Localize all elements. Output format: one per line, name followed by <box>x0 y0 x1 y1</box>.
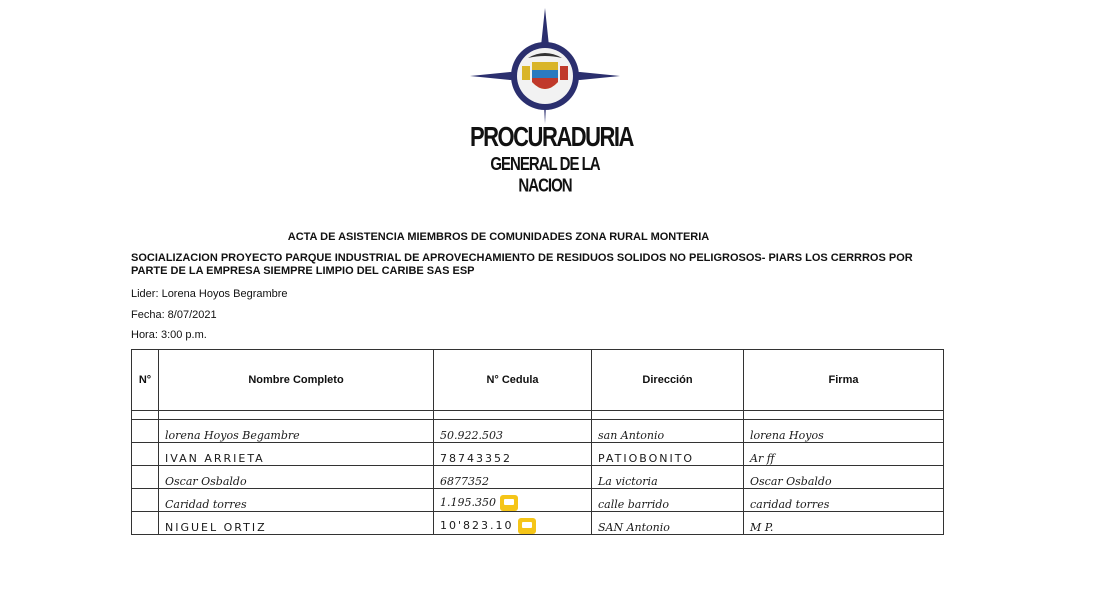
cell-cedula <box>434 512 592 535</box>
header-firma: Firma <box>744 350 944 411</box>
spacer-row <box>132 411 944 420</box>
attendance-table <box>131 349 944 535</box>
cell-direccion: SAN Antonio <box>592 512 744 535</box>
table-row <box>132 489 944 512</box>
cedula-text: 10'823.10 <box>440 519 514 532</box>
cell-nombre: Oscar Osbaldo <box>159 466 434 489</box>
cedula-text: 1.195.350 <box>440 496 496 509</box>
document-subtitle: SOCIALIZACION PROYECTO PARQUE INDUSTRIAL DE APROVECHAMIENTO DE RESIDUOS SOLIDOS NO PELIGROSOS- PIARS LOS CERRROS POR PARTE DE LA EMPRESA SIEMPRE LIMPIO DEL CARIBE SAS ESP <box>131 252 913 277</box>
cell-firma: Oscar Osbaldo <box>744 466 944 489</box>
cell-firma: caridad torres <box>744 489 944 512</box>
row-number <box>132 512 159 535</box>
cell-nombre: NIGUEL ORTIZ <box>159 512 434 535</box>
comment-icon[interactable] <box>518 518 536 534</box>
cell-firma: lorena Hoyos <box>744 420 944 443</box>
cell-cedula: 50.922.503 <box>434 420 592 443</box>
table-header-row <box>132 350 944 411</box>
row-number <box>132 420 159 443</box>
cell-direccion: La victoria <box>592 466 744 489</box>
cell-firma: Ar ff <box>744 443 944 466</box>
cell-direccion: calle barrido <box>592 489 744 512</box>
comment-icon[interactable] <box>500 495 518 511</box>
logo-subtitle: GENERAL DE LA NACION <box>490 153 600 197</box>
row-number <box>132 489 159 512</box>
table-row <box>132 466 944 489</box>
table-row <box>132 443 944 466</box>
document-title: ACTA DE ASISTENCIA MIEMBROS DE COMUNIDADES ZONA RURAL MONTERIA <box>287 231 710 243</box>
header-cedula: N° Cedula <box>434 350 592 411</box>
cell-cedula: 6877352 <box>434 466 592 489</box>
procuraduria-logo <box>470 6 633 197</box>
logo-title: PROCURADURIA <box>470 120 633 152</box>
lider-line: Lider: Lorena Hoyos Begrambre <box>131 288 288 300</box>
cell-direccion: PATIOBONITO <box>592 443 744 466</box>
cell-nombre: lorena Hoyos Begambre <box>159 420 434 443</box>
cell-cedula <box>434 489 592 512</box>
table-row <box>132 420 944 443</box>
row-number <box>132 466 159 489</box>
table-row <box>132 512 944 535</box>
cell-nombre: Caridad torres <box>159 489 434 512</box>
fecha-line: Fecha: 8/07/2021 <box>131 309 217 321</box>
cell-firma: M P. <box>744 512 944 535</box>
hora-line: Hora: 3:00 p.m. <box>131 329 207 341</box>
header-direccion: Dirección <box>592 350 744 411</box>
cell-nombre: IVAN ARRIETA <box>159 443 434 466</box>
row-number <box>132 443 159 466</box>
cell-cedula: 78743352 <box>434 443 592 466</box>
logo-emblem <box>470 6 620 126</box>
header-nombre: Nombre Completo <box>159 350 434 411</box>
cell-direccion: san Antonio <box>592 420 744 443</box>
header-number: N° <box>132 350 159 411</box>
